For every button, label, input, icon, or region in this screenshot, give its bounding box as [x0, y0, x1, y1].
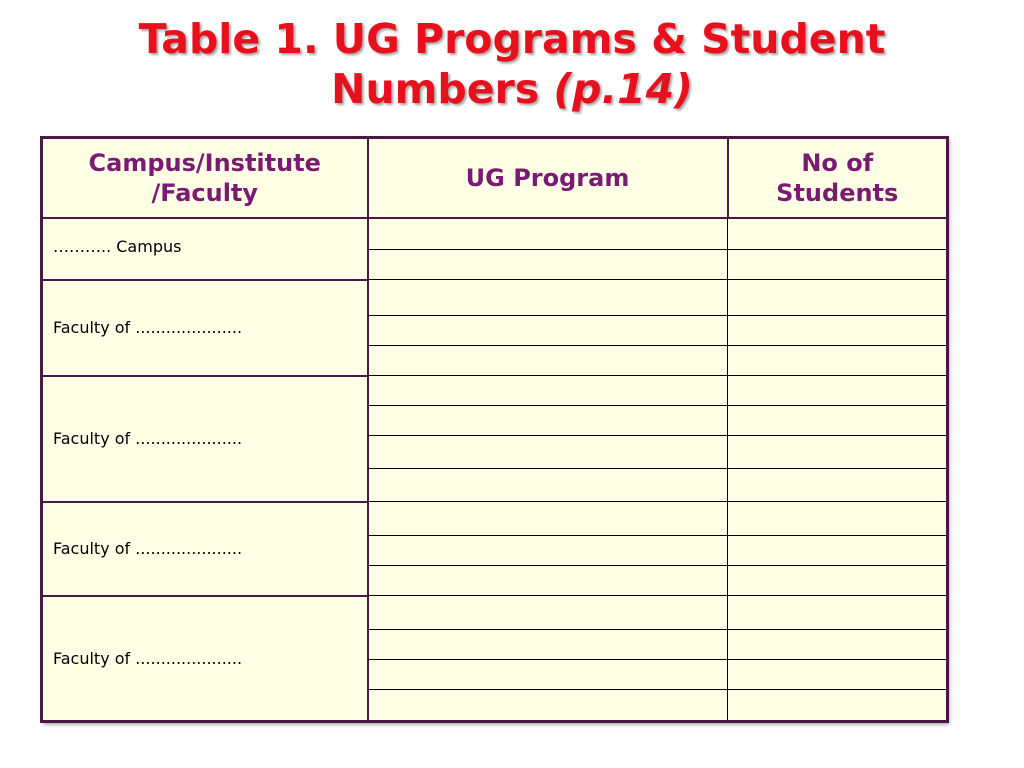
table-row: [42, 502, 948, 536]
student-count-cell[interactable]: [728, 280, 948, 316]
header-no-of-students: No of Students: [728, 138, 948, 218]
header-ug-program: UG Program: [368, 138, 728, 218]
student-count-cell[interactable]: [728, 660, 948, 690]
ug-program-cell[interactable]: [368, 502, 728, 536]
student-count-cell[interactable]: [728, 376, 948, 406]
ug-programs-table: [40, 136, 949, 723]
title-line-2-main: Numbers: [331, 65, 554, 113]
ug-program-cell[interactable]: [368, 376, 728, 406]
ug-program-cell[interactable]: [368, 536, 728, 566]
table-header-row: [42, 138, 948, 218]
student-count-cell[interactable]: [728, 469, 948, 502]
table-row: [42, 280, 948, 316]
ug-program-cell[interactable]: [368, 690, 728, 722]
group-label-faculty-3: Faculty of .....................: [42, 502, 368, 596]
student-count-cell[interactable]: [728, 536, 948, 566]
table-row: [42, 596, 948, 630]
table-row: [42, 218, 948, 250]
ug-program-cell[interactable]: [368, 566, 728, 596]
student-count-cell[interactable]: [728, 566, 948, 596]
header-campus-faculty: Campus/Institute /Faculty: [42, 138, 368, 218]
ug-program-cell[interactable]: [368, 469, 728, 502]
title-page-reference: (p.14): [553, 65, 693, 113]
slide-title: [0, 14, 1024, 114]
group-label-faculty-2: Faculty of .....................: [42, 376, 368, 502]
student-count-cell[interactable]: [728, 316, 948, 346]
group-label-faculty-4: Faculty of .....................: [42, 596, 368, 722]
title-line-1: Table 1. UG Programs & Student: [138, 15, 886, 63]
student-count-cell[interactable]: [728, 436, 948, 469]
ug-program-cell[interactable]: [368, 280, 728, 316]
ug-program-cell[interactable]: [368, 436, 728, 469]
student-count-cell[interactable]: [728, 630, 948, 660]
student-count-cell[interactable]: [728, 502, 948, 536]
title-line-2: [0, 64, 1024, 114]
student-count-cell[interactable]: [728, 250, 948, 280]
ug-program-cell[interactable]: [368, 250, 728, 280]
programs-table-frame: [40, 136, 946, 721]
ug-program-cell[interactable]: [368, 630, 728, 660]
ug-program-cell[interactable]: [368, 316, 728, 346]
student-count-cell[interactable]: [728, 406, 948, 436]
student-count-cell[interactable]: [728, 690, 948, 722]
table-row: [42, 376, 948, 406]
student-count-cell[interactable]: [728, 218, 948, 250]
ug-program-cell[interactable]: [368, 406, 728, 436]
ug-program-cell[interactable]: [368, 218, 728, 250]
group-label-faculty-1: Faculty of .....................: [42, 280, 368, 376]
student-count-cell[interactable]: [728, 596, 948, 630]
student-count-cell[interactable]: [728, 346, 948, 376]
group-label-campus: ……….. Campus: [42, 218, 368, 280]
ug-program-cell[interactable]: [368, 346, 728, 376]
ug-program-cell[interactable]: [368, 660, 728, 690]
ug-program-cell[interactable]: [368, 596, 728, 630]
